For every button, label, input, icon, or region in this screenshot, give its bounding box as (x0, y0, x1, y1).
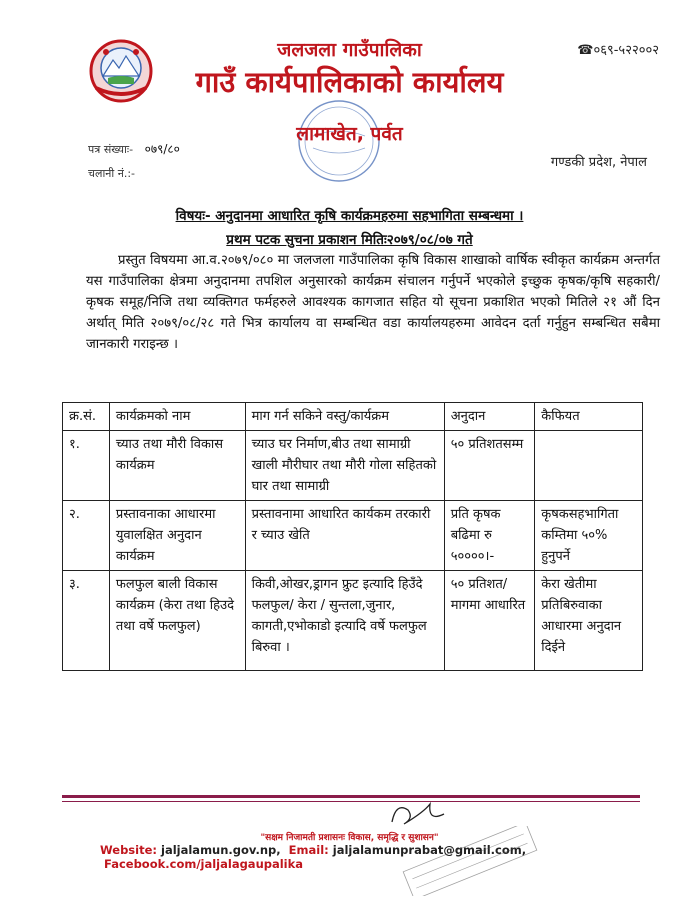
footer-motto: "सक्षम निजामती प्रशासनः विकास, समृद्धि र सुशासन" (260, 833, 439, 843)
column-header: अनुदान (444, 403, 535, 431)
column-header: कार्यक्रमको नाम (109, 403, 245, 431)
body-paragraph: प्रस्तुत विषयमा आ.व.२०७९/०८० मा जलजला गाउँपालिका कृषि विकास शाखाको वार्षिक स्वीकृत कार्यक्रम अन्तर्गत यस गाउँपालिका क्षेत्रमा अनुदानमा तपशिल अनुसारको कार्यक्रम संचालन गर्नुपर्ने भएकोले इच्छुक कृषक/कृषि सहकारी/कृषक समूह/निजि तथा व्यक्तिगत फर्महरुले आवश्यक कागजात सहित यो सूचना प्रकाशित भएको मितिले २१ औं दिन अर्थात् मिति २०७९/०८/२८ गते भित्र कार्यालय वा सम्बन्धित वडा कार्यालयहरुमा आवेदन दर्ता गर्नुहुन सम्बन्धित सबैमा जानकारी गराइन्छ । (86, 253, 660, 352)
letter-number (88, 140, 180, 157)
email-label: Email: (288, 843, 329, 857)
province-name: गण्डकी प्रदेश, नेपाल (550, 155, 647, 170)
table-cell: ५० प्रतिशत/ मागमा आधारित (444, 571, 535, 671)
table-cell: १. (63, 431, 110, 501)
table-header-row (63, 403, 643, 431)
table-cell: कृषकसहभागिता कम्तिमा ५०% हुनुपर्ने (535, 501, 643, 571)
subject-text: विषयः- अनुदानमा आधारित कृषि कार्यक्रमहरुमा सहभागिता सम्बन्धमा । (175, 208, 524, 224)
table-row (63, 501, 643, 571)
subject-line (0, 206, 699, 224)
letter-number-value: ०७९/८० (144, 142, 180, 156)
table-cell: च्याउ तथा मौरी विकास कार्यक्रम (109, 431, 245, 501)
notice-title (0, 230, 699, 248)
program-table (62, 402, 643, 671)
table-cell: ५० प्रतिशतसम्म (444, 431, 535, 501)
website-label: Website: (100, 843, 157, 857)
table-cell: किवी,ओखर,ड्रागन फ्रुट इत्यादि हिउँदे फलफुल/ केरा / सुन्तला,जुनार, कागती,एभोकाडो इत्यादि वर्षे फलफुल बिरुवा । (245, 571, 444, 671)
facebook-link[interactable]: Facebook.com/jaljalagaupalika (104, 857, 304, 871)
office-title: गाउँ कार्यपालिकाको कार्यालय (195, 65, 504, 99)
email-link[interactable]: jaljalamunprabat@gmail.com, (332, 843, 527, 857)
table-cell: फलफुल बाली विकास कार्यक्रम (केरा तथा हिउदे तथा वर्षे फलफुल) (109, 571, 245, 671)
notice-title-text: प्रथम पटक सुचना प्रकाशन मितिः२०७९/०८/०७ गते (226, 232, 473, 248)
footer-rule (62, 795, 640, 798)
letter-number-label: पत्र संख्याः- (88, 143, 134, 156)
column-header: कैफियत (535, 403, 643, 431)
table-row (63, 431, 643, 501)
office-location: लामाखेत, पर्वत (296, 123, 403, 145)
table-cell (535, 431, 643, 501)
table-cell: च्याउ घर निर्माण,बीउ तथा सामाग्री खाली मौरीघार तथा मौरी गोला सहितको घार तथा सामाग्री (245, 431, 444, 501)
table-cell: ३. (63, 571, 110, 671)
table-cell: प्रस्तावनाका आधारमा युवालक्षित अनुदान कार्यक्रम (109, 501, 245, 571)
column-header: क्र.सं. (63, 403, 110, 431)
table-cell: प्रति कृषक बढिमा रु ५००००।- (444, 501, 535, 571)
table-cell: २. (63, 501, 110, 571)
officer-stamp-icon (390, 826, 550, 896)
table-cell: केरा खेतीमा प्रतिबिरुवाका आधारमा अनुदान दिईने (535, 571, 643, 671)
phone-number: ☎०६९-५२२००२ (577, 43, 659, 58)
footer-rule-thin (62, 801, 640, 802)
column-header: माग गर्न सकिने वस्तु/कार्यक्रम (245, 403, 444, 431)
table-cell: प्रस्तावनामा आधारित कार्यकम तरकारी र च्याउ खेति (245, 501, 444, 571)
website-link[interactable]: jaljalamun.gov.np, (161, 843, 281, 857)
table-row (63, 571, 643, 671)
dispatch-number-label: चलानी नं.:- (88, 167, 136, 180)
municipality-name: जलजला गाउँपालिका (277, 39, 422, 61)
